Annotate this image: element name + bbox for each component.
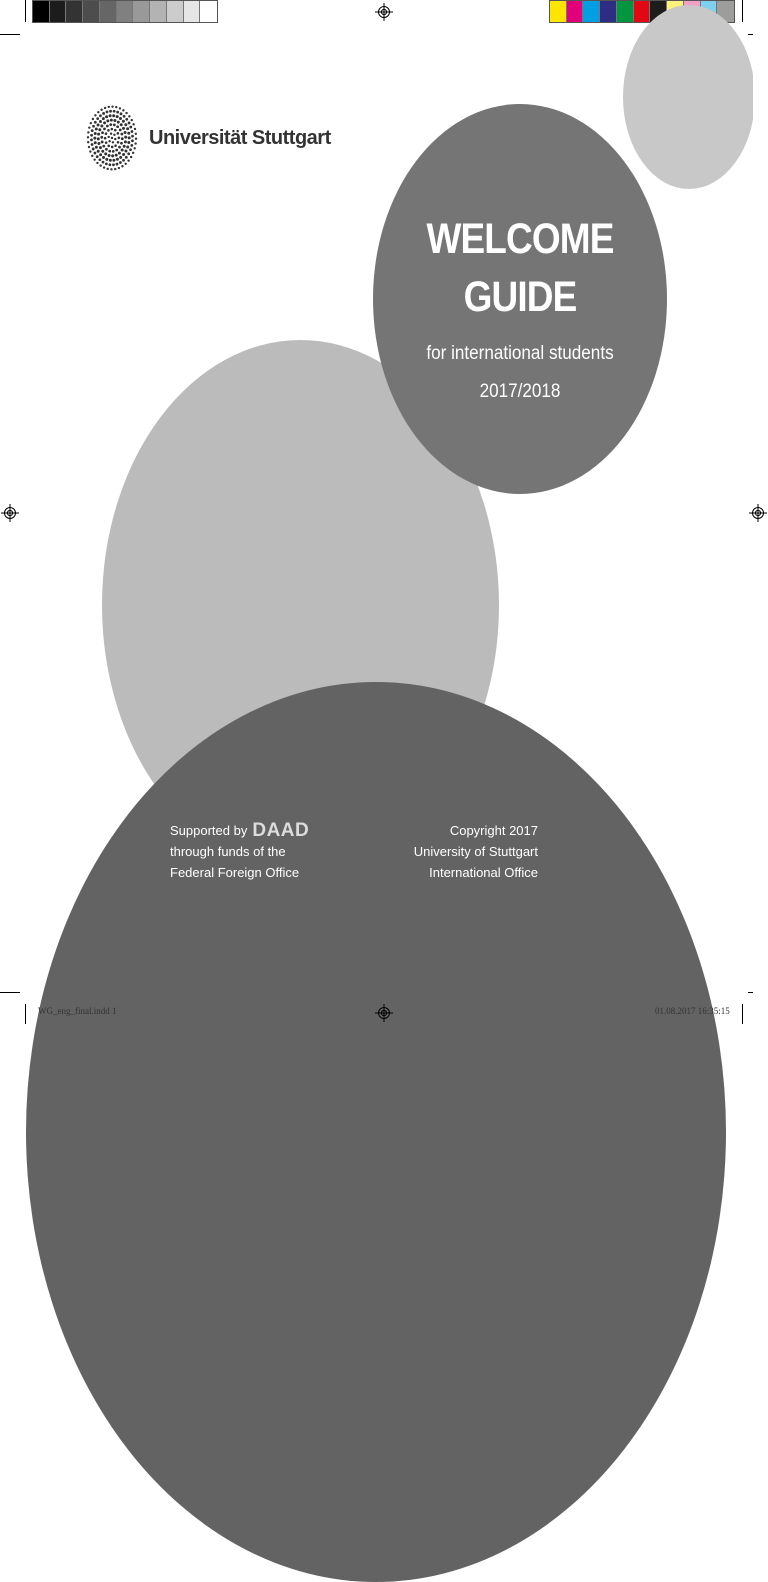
- grayscale-color-bar: [32, 0, 218, 23]
- copyright-line-2: University of Stuttgart: [413, 844, 538, 859]
- gray-swatch: [200, 1, 217, 22]
- support-line-2: through funds of the: [170, 844, 286, 859]
- registration-mark-icon: [375, 1004, 393, 1022]
- gray-swatch: [33, 1, 50, 22]
- gray-swatch: [66, 1, 83, 22]
- decorative-circle-top-right: [623, 5, 755, 189]
- gray-swatch: [117, 1, 134, 22]
- daad-logo: DAAD: [252, 820, 310, 841]
- academic-year: 2017/2018: [479, 381, 561, 402]
- gray-swatch: [100, 1, 117, 22]
- crop-mark: [25, 0, 26, 22]
- crop-mark: [25, 1004, 26, 1024]
- registration-mark-icon: [375, 3, 393, 21]
- gray-swatch: [133, 1, 150, 22]
- support-note: [170, 820, 309, 883]
- university-dot-emblem-icon: [86, 104, 138, 172]
- color-swatch: [600, 1, 617, 22]
- copyright-line-1: Copyright 2017: [449, 823, 538, 838]
- slug-file-name: WG_eng_final.indd 1: [38, 1006, 117, 1016]
- registration-mark-icon: [749, 504, 767, 522]
- gray-swatch: [83, 1, 100, 22]
- gray-swatch: [167, 1, 184, 22]
- support-prefix: Supported by: [170, 823, 248, 838]
- subtitle: for international students: [426, 343, 614, 364]
- university-logo: [86, 104, 331, 172]
- crop-mark: [742, 1004, 743, 1024]
- copyright-line-3: International Office: [429, 865, 538, 880]
- title-line-2: GUIDE: [463, 273, 577, 321]
- support-line-3: Federal Foreign Office: [170, 865, 300, 880]
- registration-mark-icon: [1, 504, 19, 522]
- crop-mark: [742, 0, 743, 22]
- title-line-1: WELCOME: [426, 215, 614, 263]
- color-swatch: [550, 1, 567, 22]
- copyright-note: [400, 820, 538, 883]
- university-name: Universität Stuttgart: [149, 126, 331, 149]
- color-swatch: [583, 1, 600, 22]
- slug-timestamp: 01.08.2017 16:35:15: [655, 1006, 730, 1016]
- crop-mark: [0, 992, 20, 993]
- footer-circle: [26, 682, 726, 1582]
- color-swatch: [634, 1, 651, 22]
- crop-mark: [0, 34, 20, 35]
- color-swatch: [617, 1, 634, 22]
- gray-swatch: [150, 1, 167, 22]
- gray-swatch: [184, 1, 201, 22]
- color-swatch: [567, 1, 584, 22]
- gray-swatch: [50, 1, 67, 22]
